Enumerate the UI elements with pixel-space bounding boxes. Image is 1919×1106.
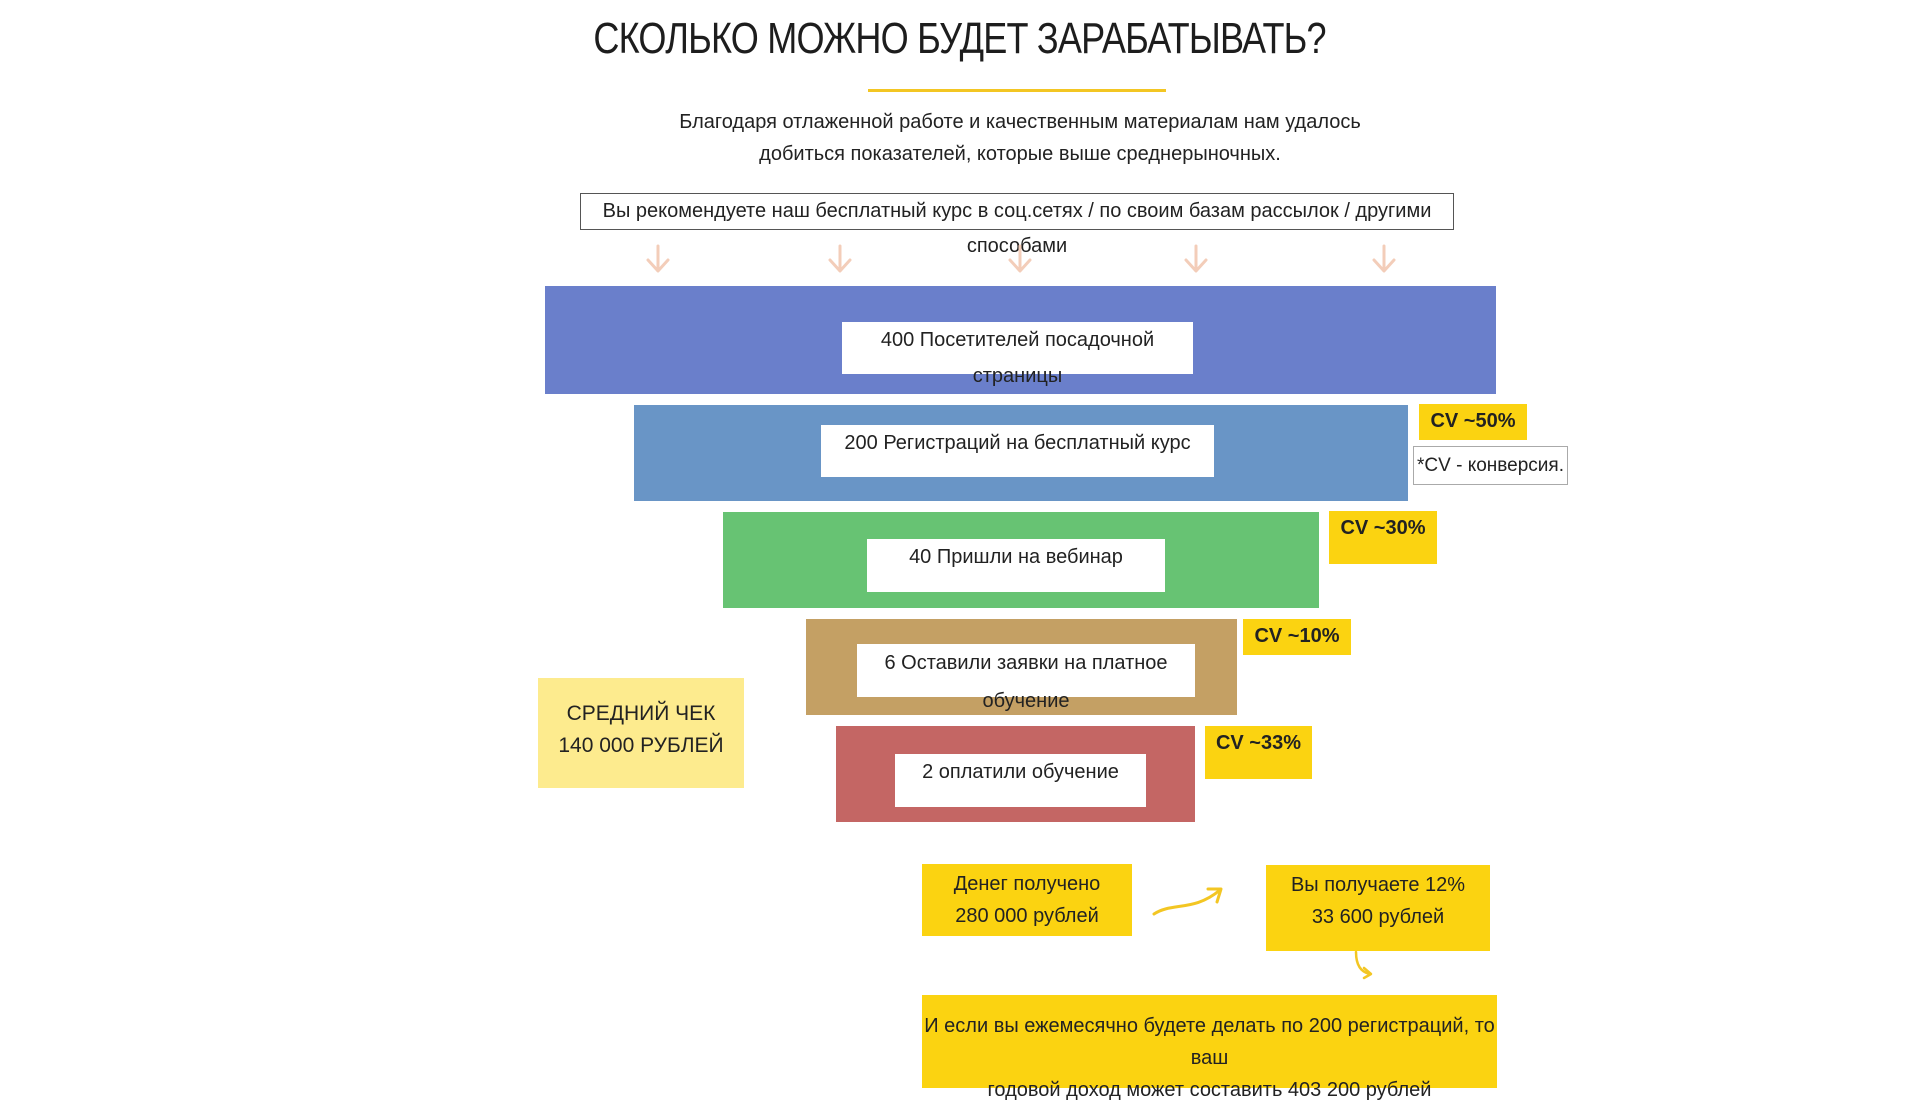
- average-check-line-1: СРЕДНИЙ ЧЕК: [566, 702, 716, 725]
- small-arrow-icon: [1350, 950, 1380, 980]
- subtitle-line-2: добиться показателей, которые выше среднерыночных.: [759, 143, 1281, 165]
- funnel-stage-paid: [836, 726, 1195, 822]
- curved-arrow-icon: [1150, 880, 1230, 920]
- money-received-box: [922, 864, 1132, 936]
- average-check-box: [538, 678, 744, 788]
- you-receive-line-2: 33 600 рублей: [1311, 906, 1445, 928]
- funnel-stage-visitors: [545, 286, 1496, 394]
- conversion-badge: CV ~33%: [1205, 726, 1312, 779]
- you-receive-line-1: Вы получаете 12%: [1290, 874, 1466, 896]
- you-receive-box: [1266, 865, 1490, 951]
- recommend-box: Вы рекомендуете наш бесплатный курс в соц.сетях / по своим базам рассылок / другими способами: [580, 193, 1454, 230]
- yearly-line-1: И если вы ежемесячно будете делать по 200 регистраций, то ваш: [924, 1015, 1495, 1069]
- title-underline: [868, 89, 1166, 92]
- arrow-down-icon: [1179, 242, 1213, 276]
- funnel-label: 6 Оставили заявки на платное обучение: [857, 644, 1195, 697]
- page-title: СКОЛЬКО МОЖНО БУДЕТ ЗАРАБАТЫВАТЬ?: [593, 14, 1326, 63]
- yearly-line-2: годовой доход может составить 403 200 рублей: [987, 1079, 1432, 1101]
- arrow-down-icon: [1003, 242, 1037, 276]
- funnel-label: 400 Посетителей посадочной страницы: [842, 322, 1193, 374]
- funnel-label: 2 оплатили обучение: [895, 754, 1146, 807]
- funnel-label: 200 Регистраций на бесплатный курс: [821, 425, 1214, 477]
- conversion-badge: CV ~50%: [1419, 404, 1527, 440]
- arrow-down-icon: [641, 242, 675, 276]
- funnel-stage-registrations: [634, 405, 1408, 501]
- funnel-stage-applications: [806, 619, 1237, 715]
- yearly-income-box: [922, 995, 1497, 1101]
- arrow-down-icon: [823, 242, 857, 276]
- money-received-line-2: 280 000 рублей: [955, 905, 1099, 927]
- subtitle-line-1: Благодаря отлаженной работе и качественным материалам нам удалось: [679, 111, 1361, 133]
- conversion-note: *CV - конверсия.: [1413, 446, 1568, 485]
- money-received-line-1: Денег получено: [953, 873, 1101, 895]
- subtitle: [560, 106, 1480, 170]
- conversion-badge: CV ~30%: [1329, 511, 1437, 564]
- conversion-badge: CV ~10%: [1243, 619, 1351, 655]
- funnel-label: 40 Пришли на вебинар: [867, 539, 1165, 592]
- arrow-down-icon: [1367, 242, 1401, 276]
- funnel-stage-webinar: [723, 512, 1319, 608]
- average-check-line-2: 140 000 РУБЛЕЙ: [558, 734, 724, 757]
